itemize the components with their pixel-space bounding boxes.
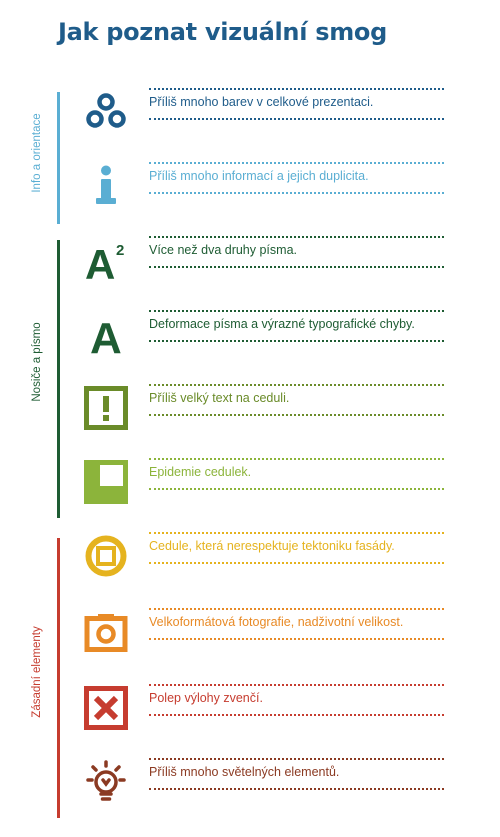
- page-title: Jak poznat vizuální smog: [58, 18, 387, 46]
- item-text: Polep výlohy zvenčí.: [149, 691, 263, 705]
- list-item-fonts: [84, 238, 464, 290]
- item-text: Cedule, která nerespektuje tektoniku fasády.: [149, 539, 395, 553]
- svg-text:A: A: [90, 314, 122, 356]
- svg-text:2: 2: [116, 242, 125, 259]
- sign-corner-box-icon: [84, 460, 128, 504]
- item-text: Příliš mnoho barev v celkové prezentaci.: [149, 95, 374, 109]
- list-item-window: [84, 686, 464, 738]
- list-item-photo: [84, 610, 464, 662]
- list-item-big-text: [84, 386, 464, 438]
- item-text: Příliš velký text na ceduli.: [149, 391, 290, 405]
- list-item-colors: [84, 90, 464, 142]
- three-circles-icon: [84, 90, 128, 134]
- list-item-signs: [84, 460, 464, 512]
- x-box-icon: [84, 686, 128, 730]
- group-bar-zasadni: [57, 538, 60, 818]
- item-text: Deformace písma a výrazné typografické chyby.: [149, 317, 415, 331]
- info-i-icon: [84, 164, 128, 208]
- group-label-nosice: Nosiče a písmo: [31, 322, 43, 402]
- letter-a-squared-icon: [84, 238, 128, 282]
- target-square-icon: [84, 534, 128, 578]
- item-text: Příliš mnoho světelných elementů.: [149, 765, 340, 779]
- item-text: Velkoformátová fotografie, nadživotní velikost.: [149, 615, 404, 629]
- list-item-deformation: [84, 312, 464, 364]
- list-item-lights: [84, 760, 464, 812]
- list-item-info: [84, 164, 464, 216]
- exclamation-box-icon: [84, 386, 128, 430]
- group-label-info: Info a orientace: [31, 113, 43, 193]
- letter-a-icon: [84, 312, 128, 356]
- camera-icon: [84, 610, 128, 654]
- lightbulb-icon: [84, 760, 128, 804]
- group-bar-info: [57, 92, 60, 224]
- item-text: Více než dva druhy písma.: [149, 243, 297, 257]
- item-text: Příliš mnoho informací a jejich duplicita.: [149, 169, 369, 183]
- group-label-zasadni: Zásadní elementy: [31, 626, 43, 718]
- item-text: Epidemie cedulek.: [149, 465, 252, 479]
- svg-text:A: A: [85, 241, 116, 282]
- group-bar-nosice: [57, 240, 60, 518]
- list-item-tectonics: [84, 534, 464, 586]
